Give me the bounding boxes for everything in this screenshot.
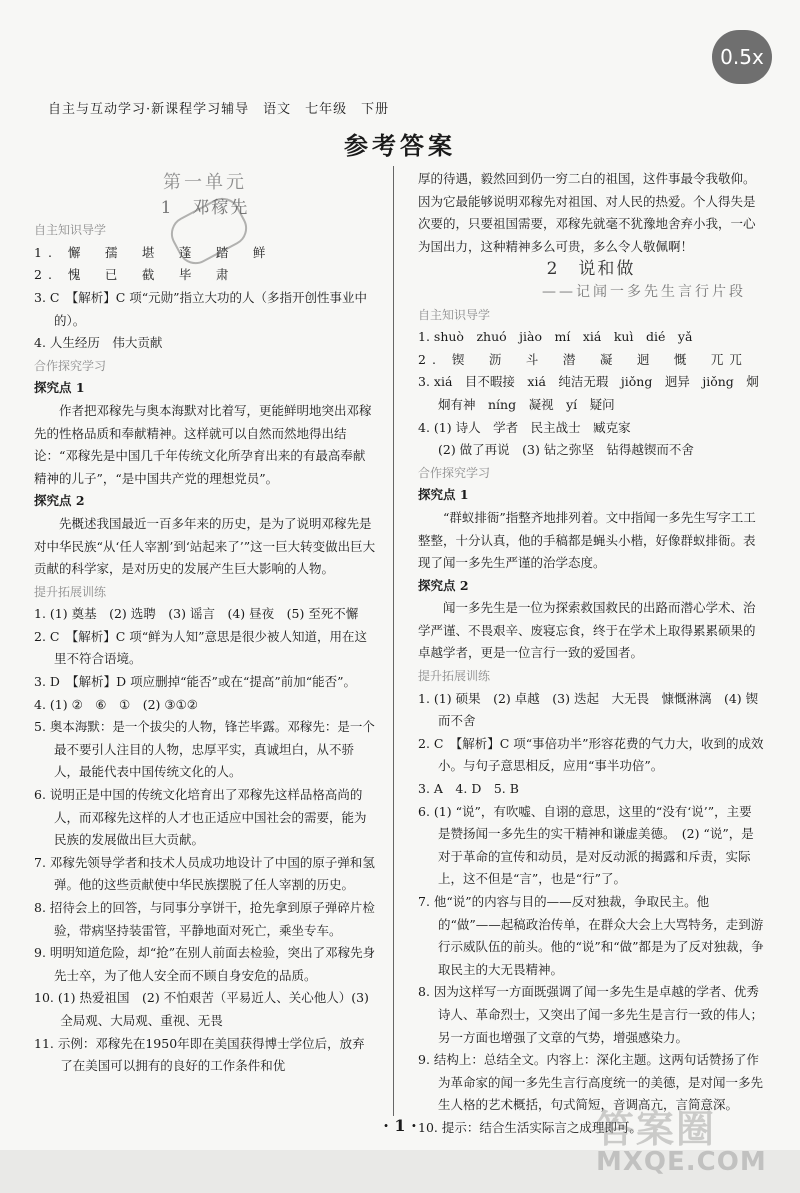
answer-item: 11. 示例：邓稼先在1950年即在美国获得博士学位后，放弃了在美国可以拥有的良好的工作条件和优 [34, 1035, 365, 1074]
answer-item: 2. 锲 沥 斗 潜 凝 迥 慨 兀兀 [418, 351, 748, 367]
answer-item: 6. 说明正是中国的传统文化培育出了邓稼先这样品格高尚的人，而邓稼先这样的人才也正适应中国社会的需要，能为民族的发展做出巨大贡献。 [34, 787, 367, 848]
answer-item: 1. (1) 奠基 (2) 选聘 (3) 谣言 (4) 昼夜 (5) 至死不懈 [34, 606, 359, 622]
inquiry-answer: 作者把邓稼先与奥本海默对比着写，更能鲜明地突出邓稼先的性格品质和奉献精神。这样就可以自然而然地得出结论：“邓稼先是中国几千年传统文化所孕育出来的有最高奉献精神的儿子”，“是中国共产党的理想党员”。 [34, 402, 372, 486]
lesson-title: 1 邓稼先 [160, 197, 250, 218]
watermark [596, 1098, 767, 1177]
inquiry-point-heading: 探究点 2 [418, 577, 469, 593]
answer-item: 6. (1) “说”，有吹嘘、自诩的意思，这里的“没有‘说’”，主要是赞扬闻一多先生的实干精神和谦虚美德。 (2) “说”，是对于革命的宣传和动员，是对反动派的揭露和斥责，实际上，这不但是“言”，也是“行”了。 [418, 803, 754, 887]
inquiry-point-heading: 探究点 1 [418, 487, 469, 503]
inquiry-answer: 先概述我国最近一百多年来的历史，是为了说明邓稼先是对中华民族“从‘任人宰割’到‘站起来了’”这一巨大转变做出巨大贡献的科学家，是对历史的发展产生巨大影响的人物。 [34, 515, 376, 577]
answer-item: 1. 懈 孺 堪 蓬 踏 鲜 [34, 244, 272, 260]
answer-item: 8. 招待会上的回答，与同事分享饼干，抢先拿到原子弹碎片检验，带病坚持装雷管，平静地面对死亡，乘坐专车。 [34, 900, 375, 938]
section-heading: 自主知识导学 [418, 307, 491, 322]
answer-item: 1. (1) 硕果 (2) 卓越 (3) 迭起 大无畏 慷慨淋漓 (4) 锲而不舍 [418, 690, 759, 729]
answer-item: 8. 因为这样写一方面既强调了闻一多先生是卓越的学者、优秀诗人、革命烈士，又突出了闻一多先生是言行一致的伟人；另一方面也增强了文章的气势，增强感染力。 [418, 984, 764, 1045]
answer-item: 2. C 【解析】C 项“事倍功半”形容花费的气力大，收到的成效小。与句子意思相反，应用“事半功倍”。 [418, 735, 764, 774]
answer-item: 2. 愧 已 截 毕 肃 [34, 267, 235, 283]
answer-item: 9. 结构上：总结全文。内容上：深化主题。这两句话赞扬了作为革命家的闻一多先生言行高度统一的美德，是对闻一多先生人格的艺术概括，句式简短，音调高亢，言简意深。 [418, 1052, 764, 1113]
lesson-title: 2 说和做 [546, 259, 636, 280]
answer-item: 3. A 4. D 5. B [418, 781, 519, 797]
watermark-text: 答案圈 [596, 1107, 717, 1151]
answer-item: 3. C 【解析】C 项“元勋”指立大功的人（多指开创性事业中的）。 [34, 289, 368, 328]
answer-item: 10. (1) 热爱祖国 (2) 不怕艰苦（平易近人、关心他人）(3) 全局观、大局观、重视、无畏 [34, 990, 369, 1028]
answer-item: 3. D 【解析】D 项应删掉“能否”或在“提高”前加“能否”。 [34, 674, 357, 690]
answer-item: 7. 邓稼先领导学者和技术人员成功地设计了中国的原子弹和氢弹。他的这些贡献使中华民族摆脱了任人宰割的历史。 [34, 854, 375, 893]
zoom-level-badge[interactable]: 0.5x [712, 30, 772, 84]
page-number: · 1 · [383, 1116, 417, 1135]
inquiry-point-heading: 探究点 1 [34, 380, 85, 396]
answer-item: 5. 奥本海默：是一个拔尖的人物，锋芒毕露。邓稼先：是一个最不要引人注目的人物，忠厚平实，真诚坦白，从不骄人，最能代表中国传统文化的人。 [34, 719, 375, 780]
inquiry-point-heading: 探究点 2 [34, 493, 85, 509]
answer-item: 4. (1) ② ⑥ ① (2) ③①② [34, 696, 198, 712]
section-heading: 提升拓展训练 [418, 669, 491, 684]
answer-item: 1. shuò zhuó jiào mí xiá kuì dié yǎ [418, 329, 693, 345]
section-heading: 自主知识导学 [34, 223, 107, 238]
book-header: 自主与互动学习·新课程学习辅导 语文 七年级 下册 [48, 102, 390, 117]
answer-item: 2. C 【解析】C 项“鲜为人知”意思是很少被人知道，用在这里不符合语境。 [34, 628, 368, 667]
answer-item: 7. 他“说”的内容与目的——反对独裁，争取民主。他的“做”——起稿政治传单，在群众大会上大骂特务，走到游行示威队伍的前头。他的“说”和“做”都是为了反对独裁，争取民主的大无畏精神。 [418, 894, 764, 977]
answer-item: 3. xiá 目不暇接 xiá 纯洁无瑕 jiǒng 迥异 jiǒng 炯炯有神 níng 凝视 yí 疑问 [418, 374, 759, 412]
continued-answer: 厚的待遇，毅然回到仍一穷二白的祖国，这件事最令我敬仰。因为它最能够说明邓稼先对祖国、对人民的热爱。个人得失是次要的，只要祖国需要，邓稼先就毫不犹豫地舍弃小我，一心为国出力，这种精神多么可贵，多么令人敬佩啊！ [418, 171, 756, 254]
inquiry-answer: “群蚁排衙”指整齐地排列着。文中指闻一多先生写字工工整整，十分认真，他的手稿都是蝇头小楷，好像群蚁排衙。表现了闻一多先生严谨的治学态度。 [418, 509, 756, 571]
section-heading: 提升拓展训练 [34, 584, 107, 599]
answer-item: 4. 人生经历 伟大贡献 [34, 335, 163, 351]
right-column [418, 168, 764, 1140]
unit-title: 第一单元 [163, 172, 247, 193]
section-heading: 合作探究学习 [418, 465, 491, 480]
watermark-url: MXQE.COM [596, 1147, 767, 1177]
section-heading: 合作探究学习 [34, 358, 107, 373]
answer-item: 4. (1) 诗人 学者 民主战士 臧克家 [418, 419, 631, 435]
column-divider [393, 166, 394, 1116]
answer-item: 10. 提示：结合生活实际言之成理即可。 [418, 1119, 642, 1135]
page-title: 参考答案 [344, 132, 456, 160]
inquiry-answer: 闻一多先生是一位为探索救国救民的出路而潜心学术、治学严谨、不畏艰辛、废寝忘食，终于在学术上取得累累硕果的卓越学者，更是一位言行一致的爱国者。 [418, 600, 756, 661]
lesson-subtitle: ——记闻一多先生言行片段 [542, 283, 746, 300]
answer-item: 9. 明明知道危险，却“抢”在别人前面去检验，突出了邓稼先身先士卒，为了他人安全而不顾自身安危的品质。 [34, 945, 376, 983]
left-column [34, 168, 376, 1078]
answer-item: (2) 做了再说 (3) 钻之弥坚 钻得越锲而不舍 [438, 442, 694, 458]
